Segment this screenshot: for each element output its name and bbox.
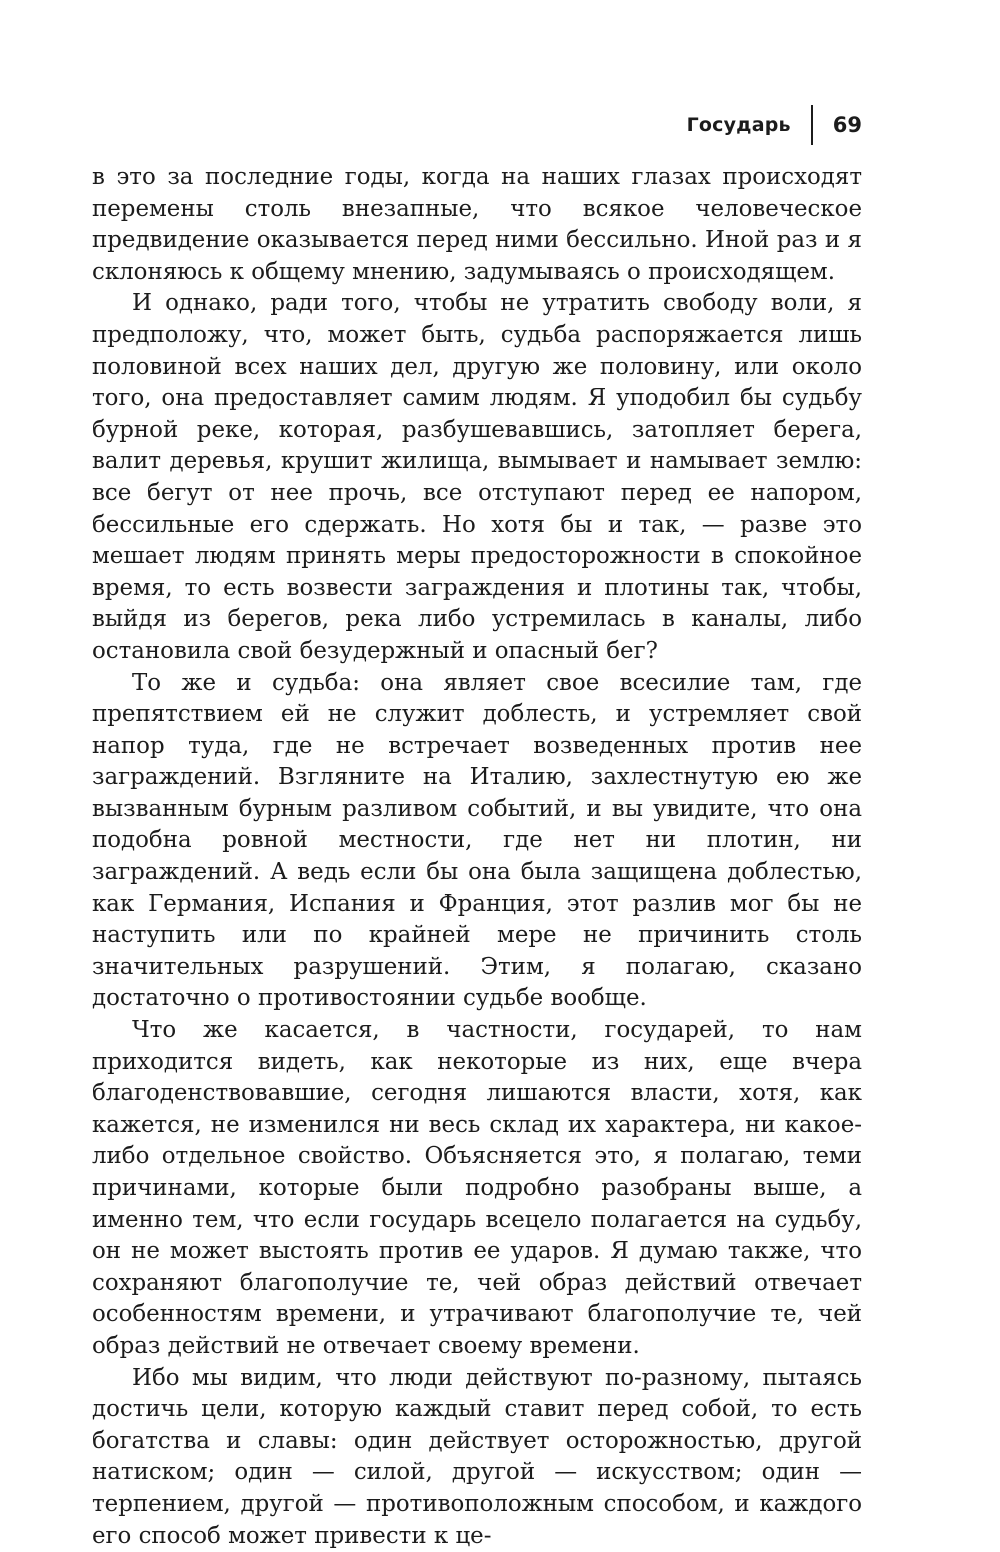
- paragraph: И однако, ради того, чтобы не утратить свободу воли, я предположу, что, может быть, судьба распоряжается лишь половиной всех наших дел, другую же половину, или около того, она предоставляет самим людям. Я уподобил бы судьбу бурной реке, которая, разбушевавшись, затопляет берега, валит деревья, крушит жилища, вымывает и намывает землю: все бегут от нее прочь, все отступают перед ее напором, бессильные его сдержать. Но хотя бы и так, — разве это мешает людям принять меры предосторожности в спокойное время, то есть возвести заграждения и плотины так, чтобы, выйдя из берегов, река либо устремилась в каналы, либо остановила свой безудержный и опасный бег?: [92, 290, 862, 664]
- body-text: [92, 162, 862, 1552]
- page-number: 69: [832, 113, 862, 137]
- paragraph: Ибо мы видим, что люди действуют по-разному, пытаясь достичь цели, которую каждый ставит перед собой, то есть богатства и славы: один действует осторожностью, другой натиском; один — силой, другой — искусством; один — терпением, другой — противоположным способом, и каждого его способ может привести к це-: [92, 1364, 862, 1549]
- running-title: Государь: [686, 114, 791, 136]
- paragraph: То же и судьба: она являет свое всесилие там, где препятствием ей не служит доблесть, и устремляет свой напор туда, где не встречает возведенных против нее заграждений. Взгляните на Италию, захлестнутую ею же вызванным бурным разливом событий, и вы увидите, что она подобна ровной местности, где нет ни плотин, ни заграждений. А ведь если бы она была защищена доблестью, как Германия, Испания и Франция, этот разлив мог бы не наступить или по крайней мере не причинить столь значительных разрушений. Этим, я полагаю, сказано достаточно о противостоянии судьбе вообще.: [92, 669, 862, 1012]
- running-header: [92, 100, 862, 150]
- paragraph-continuation: в это за последние годы, когда на наших глазах происходят перемены столь внезапные, что всякое человеческое предвидение оказывается перед ними бессильно. Иной раз и я склоняюсь к общему мнению, задумываясь о происходящем.: [92, 164, 862, 285]
- header-divider: [811, 105, 813, 145]
- paragraph: Что же касается, в частности, государей, то нам приходится видеть, как некоторые из них, еще вчера благоденствовавшие, сегодня лишаются власти, хотя, как кажется, не изменился ни весь склад их характера, ни какое-либо отдельное свойство. Объясняется это, я полагаю, теми причинами, которые были подробно разобраны выше, а именно тем, что если государь всецело полагается на судьбу, он не может выстоять против ее ударов. Я думаю также, что сохраняют благополучие те, чей образ действий отвечает особенностям времени, и утрачивают благополучие те, чей образ действий не отвечает своему времени.: [92, 1017, 862, 1359]
